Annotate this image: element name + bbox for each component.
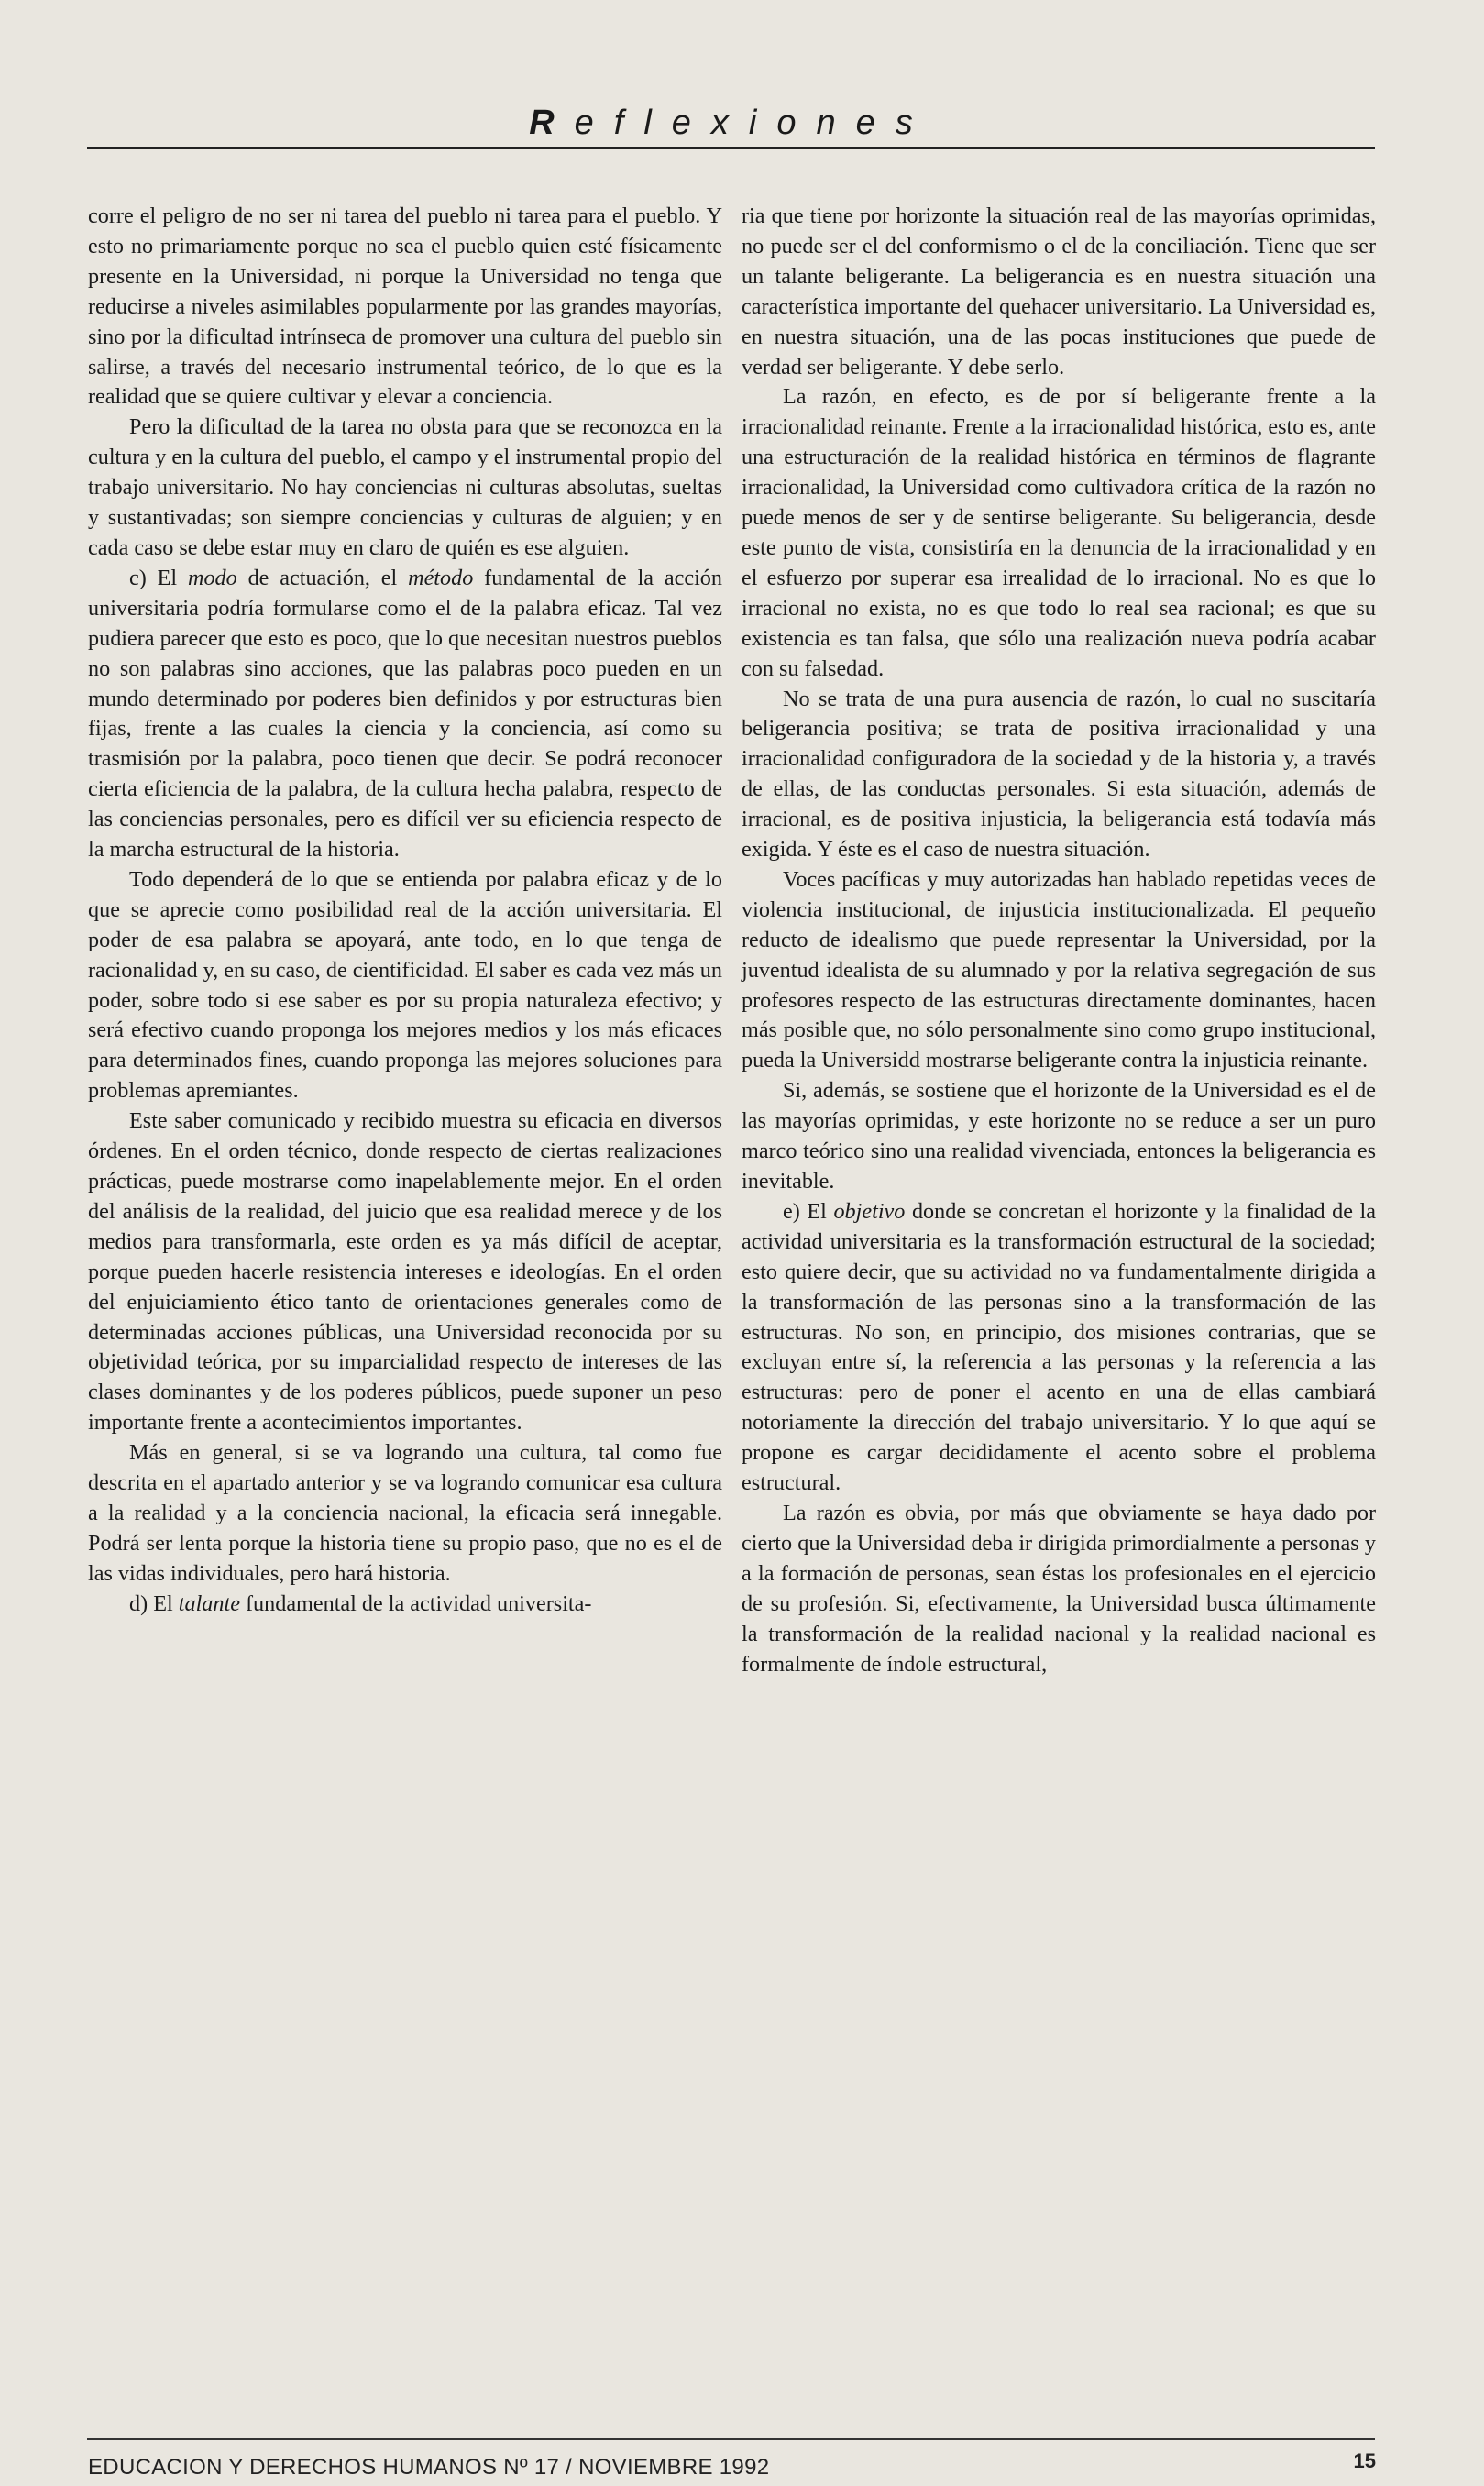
section-title-rest: eflexiones	[574, 104, 933, 142]
emphasis: método	[408, 565, 474, 590]
paragraph: Voces pacíficas y muy autorizadas han hablado repetidas veces de violencia institucional, de injusticia institucionalizada. El pequeño reducto de idealismo que puede representar la Universidad, por la juventud idealista de su alumnado y por la relativa segregación de sus profesores respecto de las estructuras directamente dominantes, hacen más posible que, no sólo personalmente sino como grupo institucional, pueda la Universidd mostrarse beligerante contra la injusticia reinante.	[742, 866, 1376, 1073]
section-title	[87, 103, 1375, 143]
text-run: c) El	[129, 565, 188, 590]
left-column	[88, 202, 722, 2438]
paragraph	[88, 564, 722, 865]
publication-info: EDUCACION Y DERECHOS HUMANOS Nº 17 / NOVIEMBRE 1992	[88, 2455, 770, 2480]
section-title-initial: R	[529, 104, 575, 142]
paragraph: Pero la dificultad de la tarea no obsta para que se reconozca en la cultura y en la cultura del pueblo, el campo y el instrumental propio del trabajo universitario. No hay conciencias ni culturas absolutas, sueltas y sustantivadas; son siempre conciencias y culturas de alguien; y en cada caso se debe estar muy en claro de quién es ese alguien.	[88, 414, 722, 560]
paragraph	[742, 1197, 1376, 1499]
text-run: e) El	[783, 1198, 834, 1224]
paragraph: Más en general, si se va logrando una cultura, tal como fue descrita en el apartado anterior y se va logrando comunicar esa cultura a la realidad y a la conciencia nacional, la eficacia será innegable. Podrá ser lenta porque la historia tiene su propio paso, que no es el de las vidas individuales, pero hará historia.	[88, 1440, 722, 1586]
text-run: fundamental de la acción universitaria podría formularse como el de la palabra eficaz. Tal vez pudiera parecer que esto es poco, que lo que necesitan nuestros pueblos no son palabras sino acciones, que las palabras poco pueden en un mundo determinado por poderes bien definidos y por estructuras bien fijas, frente a las cuales la ciencia y la conciencia, así como su trasmisión por la palabra, poco tienen que decir. Se podrá reconocer cierta eficiencia de la palabra, de la cultura hecha palabra, respecto de las conciencias personales, pero es difícil ver su eficiencia respecto de la marcha estructural de la historia.	[88, 565, 722, 863]
section-header	[87, 103, 1375, 156]
emphasis: modo	[187, 565, 237, 590]
page-footer	[88, 2449, 1376, 2486]
text-run: d) El	[129, 1590, 179, 1616]
text-run: donde se concretan el horizonte y la finalidad de la actividad universitaria es la transformación estructural de la sociedad; esto quiere decir, que su actividad no va fundamentalmente dirigida a la transformación de las personas sino a la transformación de las estructuras. No son, en principio, dos misiones contrarias, que se excluyan entre sí, la referencia a las personas y la referencia a las estructuras: pero de poner el acento en una de ellas cambiará notoriamente la dirección del trabajo universitario. Y lo que aquí se propone es cargar decididamente el acento sobre el problema estructural.	[742, 1198, 1376, 1496]
text-run: de actuación, el	[236, 565, 409, 590]
emphasis: talante	[178, 1590, 240, 1616]
footer-rule	[87, 2438, 1375, 2440]
paragraph: La razón, en efecto, es de por sí beligerante frente a la irracionalidad reinante. Frente a la irracionalidad histórica, esto es, ante una estructuración de la realidad histórica en términos de flagrante irracionalidad, la Universidad como cultivadora crítica de la razón no puede menos de ser y de sentirse beligerante. Su beligerancia, desde este punto de vista, consistiría en la denuncia de la irracionalidad y en el esfuerzo por superar esa irrealidad de lo irracional. No es que lo irracional no exista, no es que todo lo real sea racional; es que su existencia es tan falsa, que sólo una realización nueva podría acabar con su falsedad.	[742, 384, 1376, 681]
text-run: fundamental de la actividad universita-	[239, 1590, 592, 1616]
right-column	[742, 202, 1376, 2438]
paragraph: Todo dependerá de lo que se entienda por palabra eficaz y de lo que se aprecie como posibilidad real de la acción universitaria. El poder de esa palabra se apoyará, ante todo, en lo que tenga de racionalidad y, en su caso, de cientificidad. El saber es cada vez más un poder, sobre todo si ese saber es por su propia naturaleza efectivo; y será efectivo cuando proponga los mejores medios y los más eficaces para determinados fines, cuando proponga las mejores soluciones para problemas apremiantes.	[88, 866, 722, 1104]
paragraph: Si, además, se sostiene que el horizonte de la Universidad es el de las mayorías oprimidas, y este horizonte no se reduce a ser un puro marco teórico sino una realidad vivenciada, entonces la beligerancia es inevitable.	[742, 1078, 1376, 1194]
page-number: 15	[1353, 2449, 1376, 2472]
paragraph	[88, 1590, 722, 1620]
text-columns	[88, 202, 1376, 2438]
paragraph: Este saber comunicado y recibido muestra su eficacia en diversos órdenes. En el orden técnico, donde respecto de ciertas realizaciones prácticas, puede mostrarse como inapelablemente mejor. En el orden del análisis de la realidad, del juicio que esa realidad merece y de los medios para transformarla, este orden es ya más difícil de aceptar, porque pueden hacerle resistencia intereses e ideologías. En el orden del enjuiciamiento ético tanto de orientaciones generales como de determinadas acciones públicas, una Universidad reconocida por su objetividad teórica, por su imparcialidad respecto de intereses de las clases dominantes y de los poderes públicos, puede suponer un peso importante frente a acontecimientos importantes.	[88, 1108, 722, 1436]
header-rule	[87, 147, 1375, 149]
paragraph: ria que tiene por horizonte la situación real de las mayorías oprimidas, no puede ser el del conformismo o el de la conciliación. Tiene que ser un talante beligerante. La beligerancia es en nuestra situación una característica importante del quehacer universitario. La Universidad es, en nuestra situación, una de las pocas instituciones que puede de verdad ser beligerante. Y debe serlo.	[742, 204, 1376, 380]
paragraph: No se trata de una pura ausencia de razón, lo cual no suscitaría beligerancia positiva; se trata de positiva irracionalidad y una irracionalidad configuradora de la sociedad y de la historia y, a través de ellas, de las conductas personales. Si esta situación, además de irracional, es de positiva injusticia, la beligerancia está todavía más exigida. Y éste es el caso de nuestra situación.	[742, 686, 1376, 863]
paragraph: La razón es obvia, por más que obviamente se haya dado por cierto que la Universidad deba ir dirigida primordialmente a personas y a la formación de personas, sean éstas los profesionales en el ejercicio de su profesión. Si, efectivamente, la Universidad busca últimamente la transformación de la realidad nacional y la realidad nacional es formalmente de índole estructural,	[742, 1500, 1376, 1677]
paragraph: corre el peligro de no ser ni tarea del pueblo ni tarea para el pueblo. Y esto no primariamente porque no sea el pueblo quien esté físicamente presente en la Universidad, ni porque la Universidad no tenga que reducirse a niveles asimilables popularmente por las grandes mayorías, sino por la dificultad intrínseca de promover una cultura del pueblo sin salirse, a través del necesario instrumental teórico, de lo que es la realidad que se quiere cultivar y elevar a conciencia.	[88, 204, 722, 410]
emphasis: objetivo	[833, 1198, 906, 1224]
